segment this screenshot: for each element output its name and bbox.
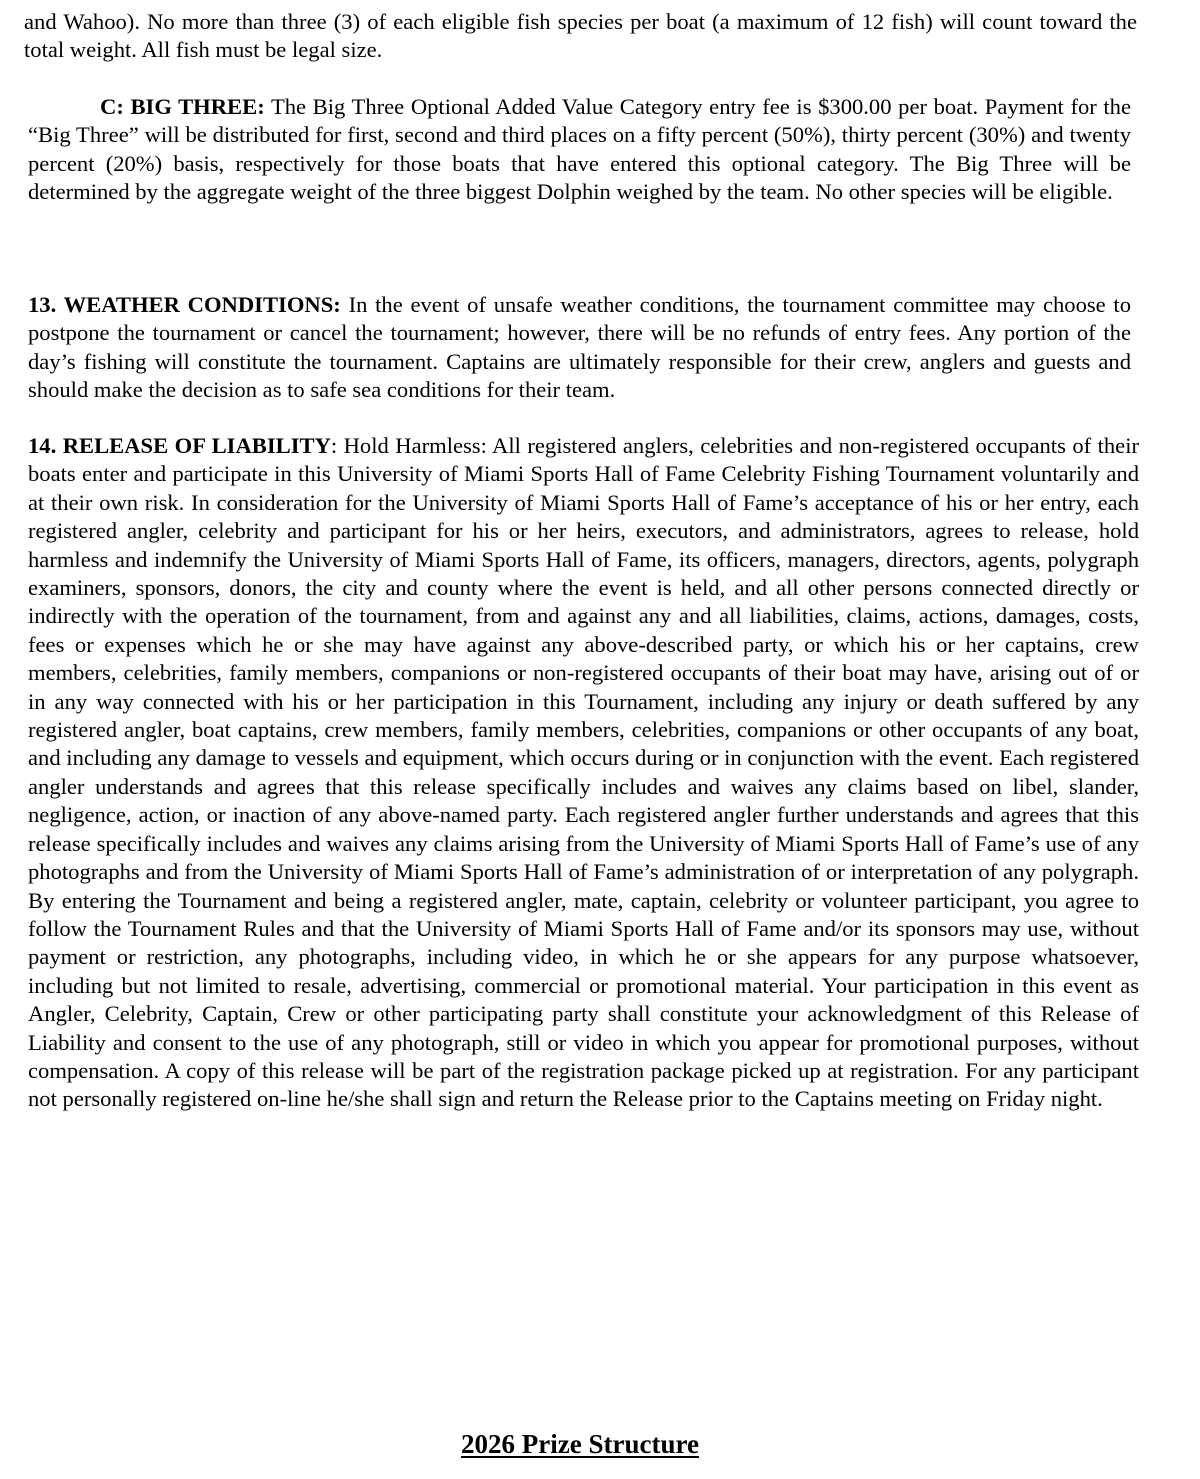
rule-continuation-paragraph (24, 8, 1137, 65)
release-of-liability-heading: 14. RELEASE OF LIABILITY (28, 433, 331, 458)
weather-conditions-text: In the event of unsafe weather conditions, the tournament committee may choose to postpone the tournament or cancel the tournament; however, there will be no refunds of entry fees. Any portion of the day’s fishing will constitute the tournament. Captains are ultimately responsible for their crew, anglers and guests and should make the decision as to safe sea conditions for their team. (28, 292, 1131, 403)
big-three-text: The Big Three Optional Added Value Category entry fee is $300.00 per boat. Payment for the “Big Three” will be distributed for first, second and third places on a fifty percent (50%), thirty percent (30%) and twenty percent (20%) basis, respectively for those boats that have entered this optional category. The Big Three will be determined by the aggregate weight of the three biggest Dolphin weighed by the team. No other species will be eligible. (28, 94, 1132, 205)
weather-conditions-paragraph (28, 291, 1131, 405)
rule-continuation-text: and Wahoo). No more than three (3) of each eligible fish species per boat (a maximum of 12 fish) will count toward the total weight. All fish must be legal size. (24, 9, 1137, 63)
release-of-liability-paragraph (28, 432, 1139, 1114)
big-three-paragraph (28, 93, 1131, 207)
prize-structure-heading: 2026 Prize Structure (461, 1429, 699, 1459)
weather-conditions-heading: 13. WEATHER CONDITIONS: (28, 292, 341, 317)
release-of-liability-text: : Hold Harmless: All registered anglers, celebrities and non-registered occupants of their boats enter and participate in this University of Miami Sports Hall of Fame Celebrity Fishing Tournament voluntarily and at their own risk. In consideration for the University of Miami Sports Hall of Fame’s acceptance of his or her entry, each registered angler, celebrity and participant for his or her heirs, executors, and administrators, agrees to release, hold harmless and indemnify the University of Miami Sports Hall of Fame, its officers, managers, directors, agents, polygraph examiners, sponsors, donors, the city and county where the event is held, and all other persons connected directly or indirectly with the operation of the tournament, from and against any and all liabilities, claims, actions, damages, costs, fees or expenses which he or she may have against any above-described party, or which his or her captains, crew members, celebrities, family members, companions or non-registered occupants of their boat may have, arising out of or in any way connected with his or her participation in this Tournament, including any injury or death suffered by any registered angler, boat captains, crew members, family members, celebrities, companions or other occupants of any boat, and including any damage to vessels and equipment, which occurs during or in conjunction with the event. Each registered angler understands and agrees that this release specifically includes and waives any claims based on libel, slander, negligence, action, or inaction of any above-named party. Each registered angler further understands and agrees that this release specifically includes and waives any claims arising from the University of Miami Sports Hall of Fame’s use of any photographs and from the University of Miami Sports Hall of Fame’s administration of or interpretation of any polygraph. By entering the Tournament and being a registered angler, mate, captain, celebrity or volunteer participant, you agree to follow the Tournament Rules and that the University of Miami Sports Hall of Fame and/or its sponsors may use, without payment or restriction, any photographs, including video, in which he or she appears for any purpose whatsoever, including but not limited to resale, advertising, commercial or promotional material. Your participation in this event as Angler, Celebrity, Captain, Crew or other participating party shall constitute your acknowledgment of this Release of Liability and consent to the use of any photograph, still or video in which you appear for promotional purposes, without compensation. A copy of this release will be part of the registration package picked up at registration. For any participant not personally registered on-line he/she shall sign and return the Release prior to the Captains meeting on Friday night. (28, 433, 1139, 1112)
big-three-heading: C: BIG THREE: (100, 94, 265, 119)
